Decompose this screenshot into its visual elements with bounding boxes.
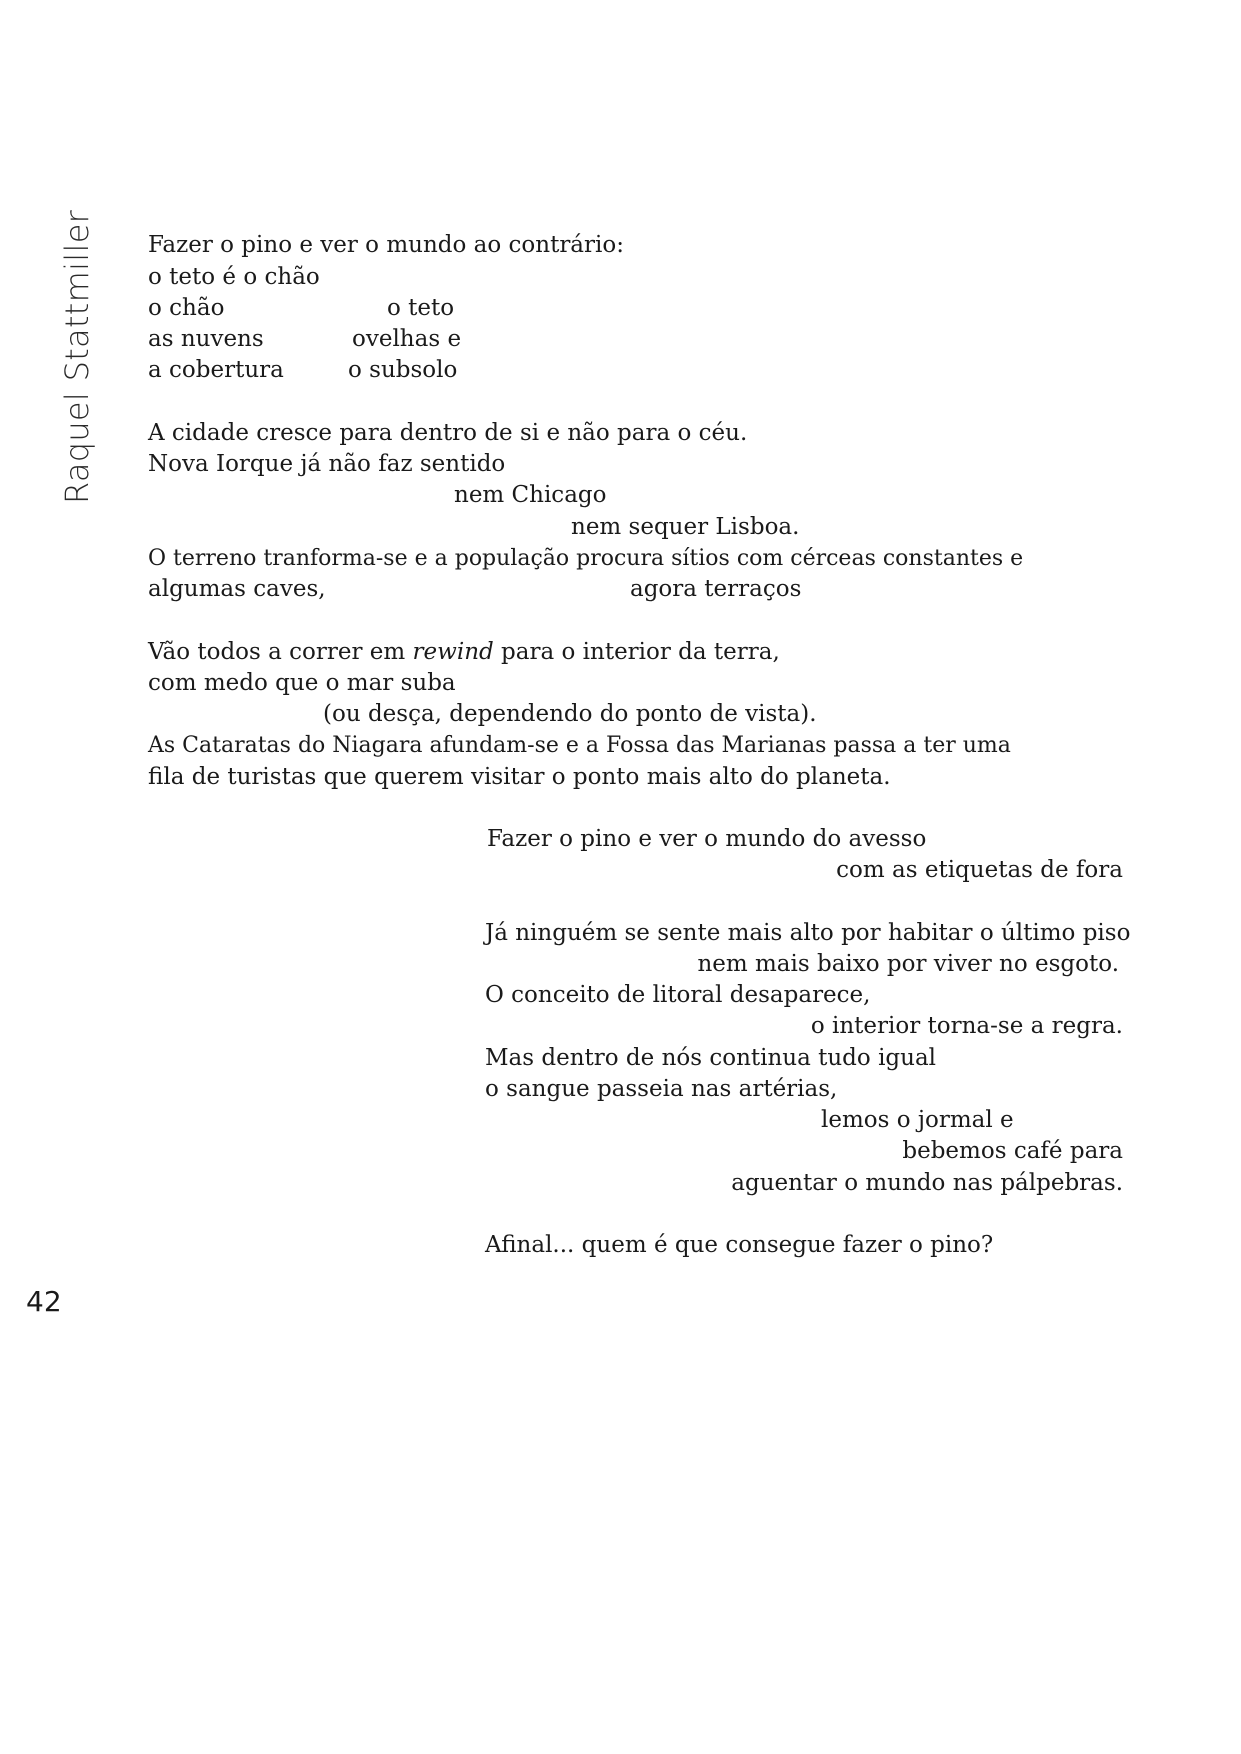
poem-line: As Cataratas do Niagara afundam-se e a Fossa das Marianas passa a ter uma (148, 733, 1011, 758)
poem-line: fila de turistas que querem visitar o ponto mais alto do planeta. (148, 764, 891, 790)
poem-line: nem sequer Lisboa. (571, 514, 800, 540)
poem-line: a cobertura (148, 357, 284, 383)
poem-line: Fazer o pino e ver o mundo do avesso (487, 826, 927, 852)
poem-line: o teto (387, 295, 455, 321)
poem-line: nem mais baixo por viver no esgoto. (697, 951, 1119, 977)
poem-line: o subsolo (348, 357, 458, 383)
poem-line: Mas dentro de nós continua tudo igual (485, 1045, 937, 1071)
poem-line: com medo que o mar suba (148, 670, 456, 696)
poem-line-italic: rewind (412, 639, 494, 665)
poem-line: as nuvens (148, 326, 264, 352)
poem-line: o teto é o chão (148, 264, 320, 290)
page-number: 42 (26, 1285, 62, 1318)
poem-line: ovelhas e (352, 326, 462, 352)
poem-line: bebemos café para (902, 1138, 1123, 1164)
poem-line-part: para o interior da terra, (493, 639, 780, 665)
poem-line: algumas caves, (148, 576, 326, 602)
poem-line: Já ninguém se sente mais alto por habitar o último piso (485, 920, 1131, 946)
poem-line: Nova Iorque já não faz sentido (148, 451, 506, 477)
poem-line: lemos o jormal e (821, 1107, 1014, 1133)
poem-line: com as etiquetas de fora (836, 857, 1123, 883)
poem-line: nem Chicago (454, 482, 607, 508)
poem-line: agora terraços (630, 576, 802, 602)
poem-line: Fazer o pino e ver o mundo ao contrário: (148, 232, 624, 258)
poem-line: o sangue passeia nas artérias, (485, 1076, 838, 1102)
poem-line: O terreno tranforma-se e a população procura sítios com cérceas constantes e (148, 546, 1024, 571)
poem-line: Afinal... quem é que consegue fazer o pino? (485, 1232, 994, 1258)
poem-line: o chão (148, 295, 225, 321)
poem-line-part: Vão todos a correr em (148, 639, 413, 665)
poem-line: (ou desça, dependendo do ponto de vista). (323, 701, 817, 727)
poem-line: O conceito de litoral desaparece, (485, 982, 871, 1008)
author-name: Raquel Stattmiller (58, 209, 96, 504)
poem-line: aguentar o mundo nas pálpebras. (731, 1170, 1123, 1196)
poem-line: A cidade cresce para dentro de si e não para o céu. (148, 420, 748, 446)
poem-line (148, 637, 780, 668)
poem-line: o interior torna-se a regra. (810, 1013, 1123, 1039)
